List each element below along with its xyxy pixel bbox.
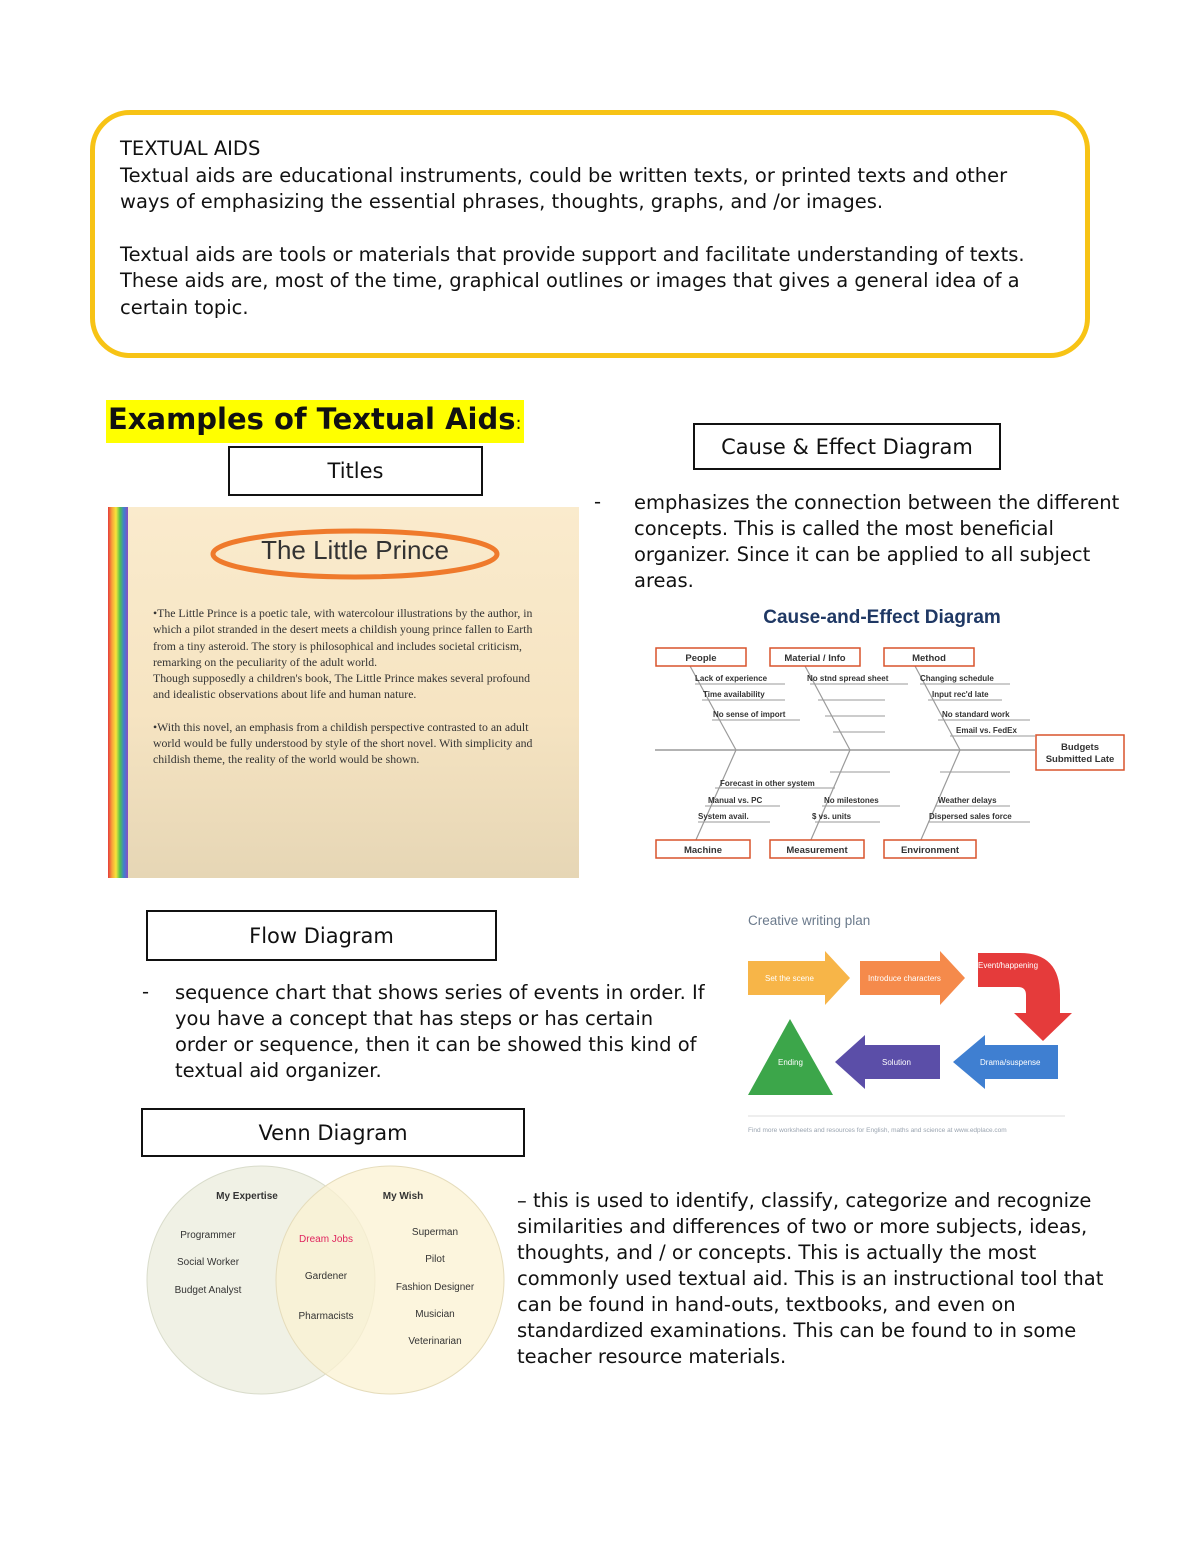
ce-cause: Lack of experience: [695, 674, 768, 683]
ce-cause: Changing schedule: [920, 674, 994, 683]
cause-effect-dash: -: [594, 490, 602, 513]
ce-effect-line-1: Budgets: [1061, 742, 1099, 753]
slide-title: The Little Prince: [261, 535, 449, 565]
ce-cause: Dispersed sales force: [929, 812, 1012, 821]
venn-left-item: Social Worker: [176, 1257, 240, 1268]
ce-diagram-title: Cause-and-Effect Diagram: [763, 607, 1001, 628]
venn-label: Venn Diagram: [258, 1120, 408, 1145]
ce-cause: Email vs. FedEx: [956, 726, 1017, 735]
examples-heading: [106, 400, 524, 443]
slide-body: [153, 605, 533, 768]
ce-cat-material: Material / Info: [784, 653, 846, 664]
flow-description: sequence chart that shows series of events in order. If you have a concept that has steps or has certain order or sequence, then it can be showed this kind of textual aid organizer.: [175, 981, 705, 1082]
step-label: Ending: [778, 1058, 803, 1067]
ce-cause: No sense of import: [713, 710, 786, 719]
titles-label-box: [228, 446, 483, 496]
venn-middle-item: Gardener: [304, 1271, 348, 1282]
flow-label: Flow Diagram: [249, 923, 394, 948]
plan-footer: Find more worksheets and resources for English, maths and science at www.edplace.com: [748, 1127, 1007, 1134]
venn-right-item: Pilot: [425, 1254, 445, 1265]
ce-cause: Weather delays: [938, 796, 997, 805]
ce-cause: Forecast in other system: [720, 779, 815, 788]
intro-paragraph-2: Textual aids are tools or materials that provide support and facilitate understanding of texts. These aids are, most of the time, graphical outlines or images that gives a general idea of a certain topic.: [120, 242, 1025, 319]
venn-middle-item: Pharmacists: [298, 1311, 354, 1322]
cause-effect-label: Cause & Effect Diagram: [721, 434, 973, 459]
step-label: Set the scene: [765, 974, 814, 983]
ce-cause: $ vs. units: [812, 812, 852, 821]
intro-title: TEXTUAL AIDS: [120, 137, 261, 160]
ce-cat-method: Method: [912, 653, 946, 664]
venn-left-item: Programmer: [180, 1230, 236, 1241]
venn-right-item: Musician: [415, 1309, 455, 1320]
ce-effect-line-2: Submitted Late: [1045, 754, 1115, 765]
ce-cause: No standard work: [942, 710, 1010, 719]
plan-title: Creative writing plan: [748, 913, 871, 928]
step-label: Introduce characters: [868, 974, 941, 983]
ce-cause: Manual vs. PC: [708, 796, 763, 805]
step-label: Drama/suspense: [980, 1058, 1041, 1067]
venn-label-box: [141, 1108, 525, 1157]
ce-cat-people: People: [685, 653, 717, 664]
ce-cause: Time availability: [703, 690, 765, 699]
creative-writing-plan: [740, 905, 1075, 1137]
venn-left-title: My Expertise: [216, 1191, 278, 1202]
ce-cat-measurement: Measurement: [786, 845, 848, 856]
venn-right-item: Superman: [411, 1227, 459, 1238]
venn-right-item: Veterinarian: [408, 1336, 462, 1347]
flow-dash: -: [142, 980, 150, 1003]
intro-paragraph-1: Textual aids are educational instruments, could be written texts, or printed texts and other ways of emphasizing the essential phrases, thoughts, graphs, and /or images.: [120, 163, 1008, 213]
ce-cause: System avail.: [698, 812, 749, 821]
slide-paragraph-3: •With this novel, an emphasis from a childish perspective contrasted to an adult world would be fully understood by style of the short novel. With simplicity and childish theme, the reality of the world would be shown.: [153, 719, 533, 767]
slide-paragraph-2: Though supposedly a children's book, The Little Prince makes several profound and idealistic observations about life and human nature.: [153, 671, 531, 702]
venn-right-item: Fashion Designer: [395, 1282, 475, 1293]
intro-callout: [120, 136, 1060, 321]
venn-left-item: Budget Analyst: [174, 1285, 242, 1296]
cause-effect-label-box: [693, 423, 1001, 470]
step-label: Solution: [882, 1058, 911, 1067]
ce-cat-machine: Machine: [683, 845, 723, 856]
step-triangle-ending: [748, 1019, 833, 1095]
slide-paragraph-1: •The Little Prince is a poetic tale, with watercolour illustrations by the author, in which a pilot stranded in the desert meets a childish young prince fallen to Earth from a tiny asteroid. The story is philosophical and includes societal criticism, remarking on the peculiarity of the adult world.: [153, 606, 533, 669]
cause-effect-diagram: [650, 600, 1130, 865]
ce-cause: No milestones: [824, 796, 879, 805]
examples-heading-text: Examples of Textual Aids: [108, 402, 516, 436]
venn-dream-jobs: Dream Jobs: [299, 1234, 353, 1245]
ce-cause: Input rec'd late: [932, 690, 989, 699]
ce-cause: No stnd spread sheet: [807, 674, 889, 683]
little-prince-slide: [108, 507, 579, 878]
titles-label: Titles: [327, 459, 384, 483]
examples-heading-colon: :: [515, 413, 522, 434]
step-label: Event/happening: [978, 961, 1039, 970]
cause-effect-description: emphasizes the connection between the different concepts. This is called the most beneficial organizer. Since it can be applied to all subject areas.: [634, 491, 1120, 592]
ce-cat-environment: Environment: [900, 845, 960, 856]
venn-description: – this is used to identify, classify, categorize and recognize similarities and differences of two or more subjects, ideas, thoughts, and / or concepts. This is actually the most commonly used textual aid. This is an instructional tool that can be found in hand-outs, textbooks, and even on standardized examinations. This can be found to in some teacher resource materials.: [517, 1189, 1104, 1368]
flow-label-box: [146, 910, 497, 961]
venn-diagram: [145, 1162, 510, 1398]
venn-right-title: My Wish: [382, 1191, 424, 1202]
